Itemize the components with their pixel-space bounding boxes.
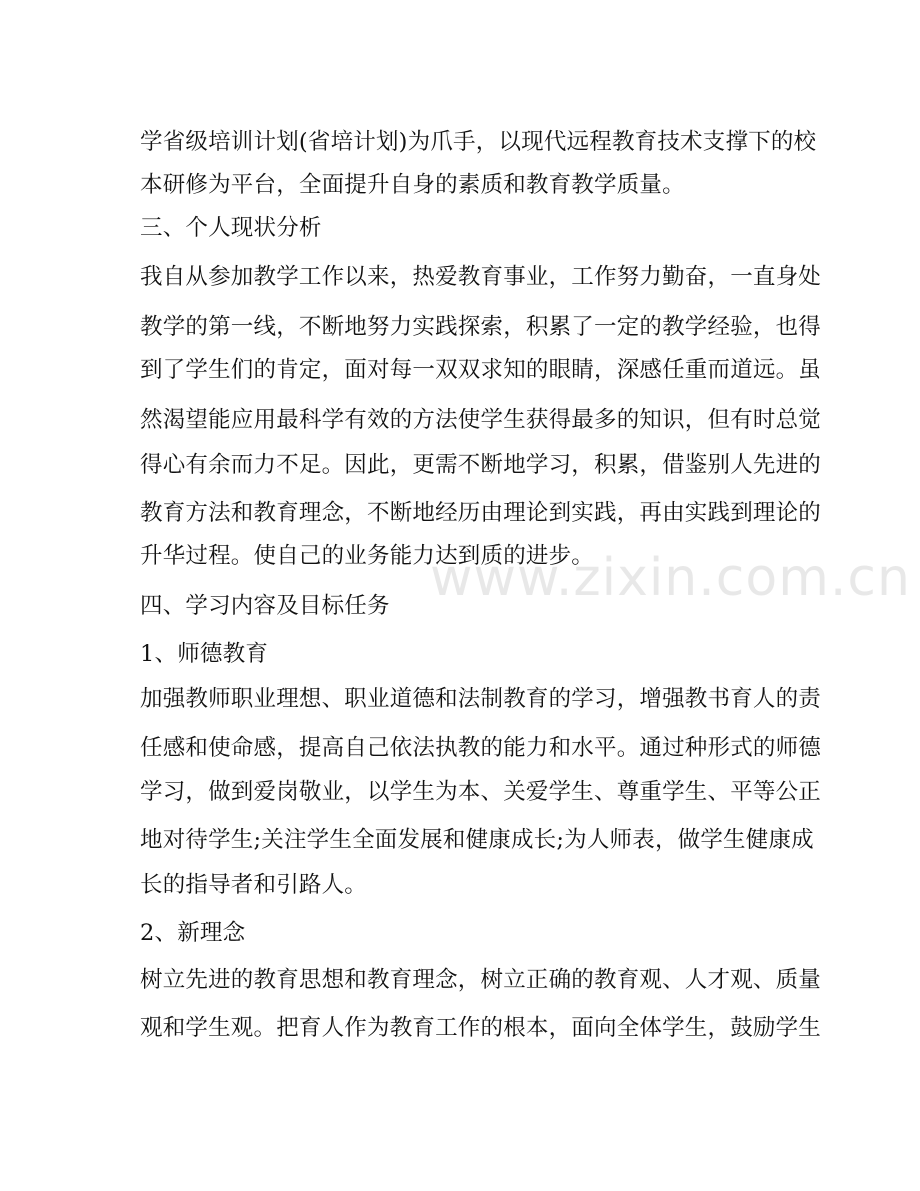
text-line: 学省级培训计划(省培计划)为爪手，以现代远程教育技术支撑下的校 (140, 129, 817, 155)
text-line: 得心有余而力不足。因此，更需不断地学习，积累，借鉴别人先进的 (140, 452, 822, 478)
text-line: 教育方法和教育理念，不断地经历由理论到实践，再由实践到理论的 (140, 500, 822, 526)
text-line: 教学的第一线，不断地努力实践探索，积累了一定的教学经验，也得 (140, 314, 822, 340)
text-line: 观和学生观。把育人作为教育工作的根本，面向全体学生，鼓励学生 (140, 1015, 822, 1041)
text-line: 树立先进的教育思想和教育理念，树立正确的教育观、人才观、质量 (140, 967, 822, 993)
text-line: 任感和使命感，提高自己依法执教的能力和水平。通过种形式的师德 (140, 735, 822, 761)
text-line: 学习，做到爱岗敬业，以学生为本、关爱学生、尊重学生、平等公正 (140, 779, 822, 805)
text-line: 地对待学生;关注学生全面发展和健康成长;为人师表，做学生健康成 (140, 827, 814, 853)
watermark: www.zixin.com.cn (430, 548, 911, 608)
text-line: 加强教师职业理想、职业道德和法制教育的学习，增强教书育人的责 (140, 686, 822, 712)
text-line: 三、个人现状分析 (140, 215, 322, 241)
text-line: 1、师德教育 (140, 641, 269, 667)
text-line: 我自从参加教学工作以来，热爱教育事业，工作努力勤奋，一直身处 (140, 264, 822, 290)
text-line: 到了学生们的肯定，面对每一双双求知的眼睛，深感任重而道远。虽 (140, 357, 822, 383)
text-line: 升华过程。使自己的业务能力达到质的进步。 (140, 543, 595, 569)
text-line: 2、新理念 (140, 920, 246, 946)
text-line: 本研修为平台，全面提升自身的素质和教育教学质量。 (140, 172, 685, 198)
text-line: 然渴望能应用最科学有效的方法使学生获得最多的知识，但有时总觉 (140, 407, 822, 433)
text-line: 长的指导者和引路人。 (140, 872, 368, 898)
text-line: 四、学习内容及目标任务 (140, 593, 390, 619)
